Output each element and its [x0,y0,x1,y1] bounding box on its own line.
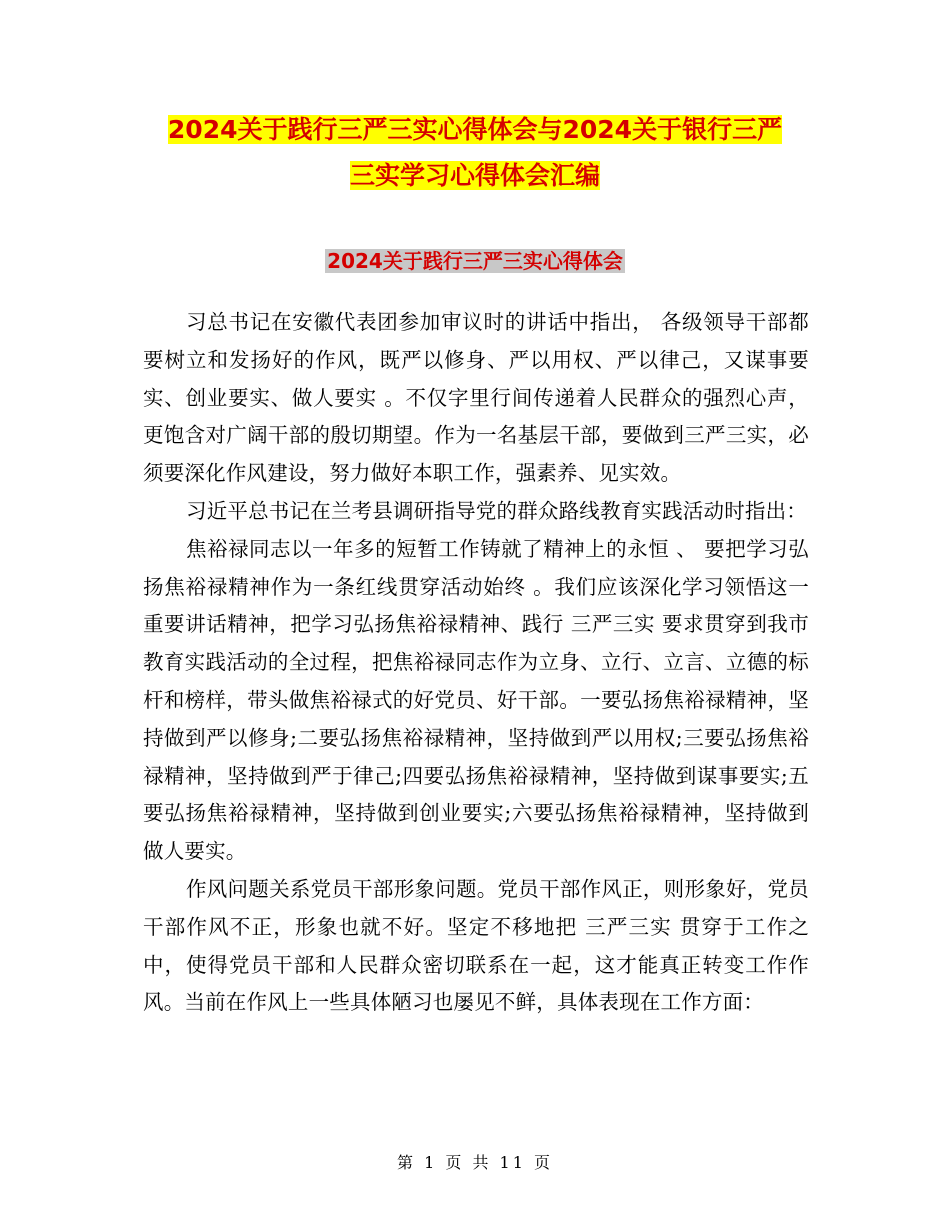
paragraph-3: 焦裕禄同志以一年多的短暂工作铸就了精神上的永恒 、 要把学习弘扬焦裕禄精神作为一条红线贯穿活动始终 。我们应该深化学习领悟这一重要讲话精神，把学习弘扬焦裕禄精神、践行 三严三实 要求贯穿到我市教育实践活动的全过程，把焦裕禄同志作为立身、立行、立言、立德的标杆和榜样，带头做焦裕禄式的好党员、好干部。一要弘扬焦裕禄精神，坚持做到严以修身;二要弘扬焦裕禄精神，坚持做到严以用权;三要弘扬焦裕禄精神，坚持做到严于律己;四要弘扬焦裕禄精神，坚持做到谋事要实;五要弘扬焦裕禄精神，坚持做到创业要实;六要弘扬焦裕禄精神，坚持做到做人要实。 [143,536,809,864]
section-title-text: 2024关于践行三严三实心得体会 [327,249,623,273]
document-title-text-1: 2024关于践行三严三实心得体会与2024关于银行三严 [167,115,783,144]
document-title-line-1 [130,112,820,148]
paragraph-2: 习近平总书记在兰考县调研指导党的群众路线教育实践活动时指出： [186,498,807,523]
page-footer: 第 1 页 共 11 页 [397,1153,553,1172]
paragraph-1: 习总书记在安徽代表团参加审议时的讲话中指出， 各级领导干部都要树立和发扬好的作风，既严以修身、严以用权、严以律己，又谋事要实、创业要实、做人要实 。不仅字里行间传递着人民群众的强烈心声，更饱含对广阔干部的殷切期望。作为一名基层干部，要做到三严三实，必须要深化作风建设，努力做好本职工作，强素养、见实效。 [143,310,809,486]
paragraph-4: 作风问题关系党员干部形象问题。党员干部作风正，则形象好，党员干部作风不正，形象也就不好。坚定不移地把 三严三实 贯穿于工作之中，使得党员干部和人民群众密切联系在一起，这才能真正转变工作作风。当前在作风上一些具体陋习也屡见不鲜，具体表现在工作方面： [143,876,809,1015]
document-title-text-2: 三实学习心得体会汇编 [349,161,600,190]
section-title [130,246,820,276]
document-body [143,304,809,1022]
document-title-line-2 [130,158,820,194]
